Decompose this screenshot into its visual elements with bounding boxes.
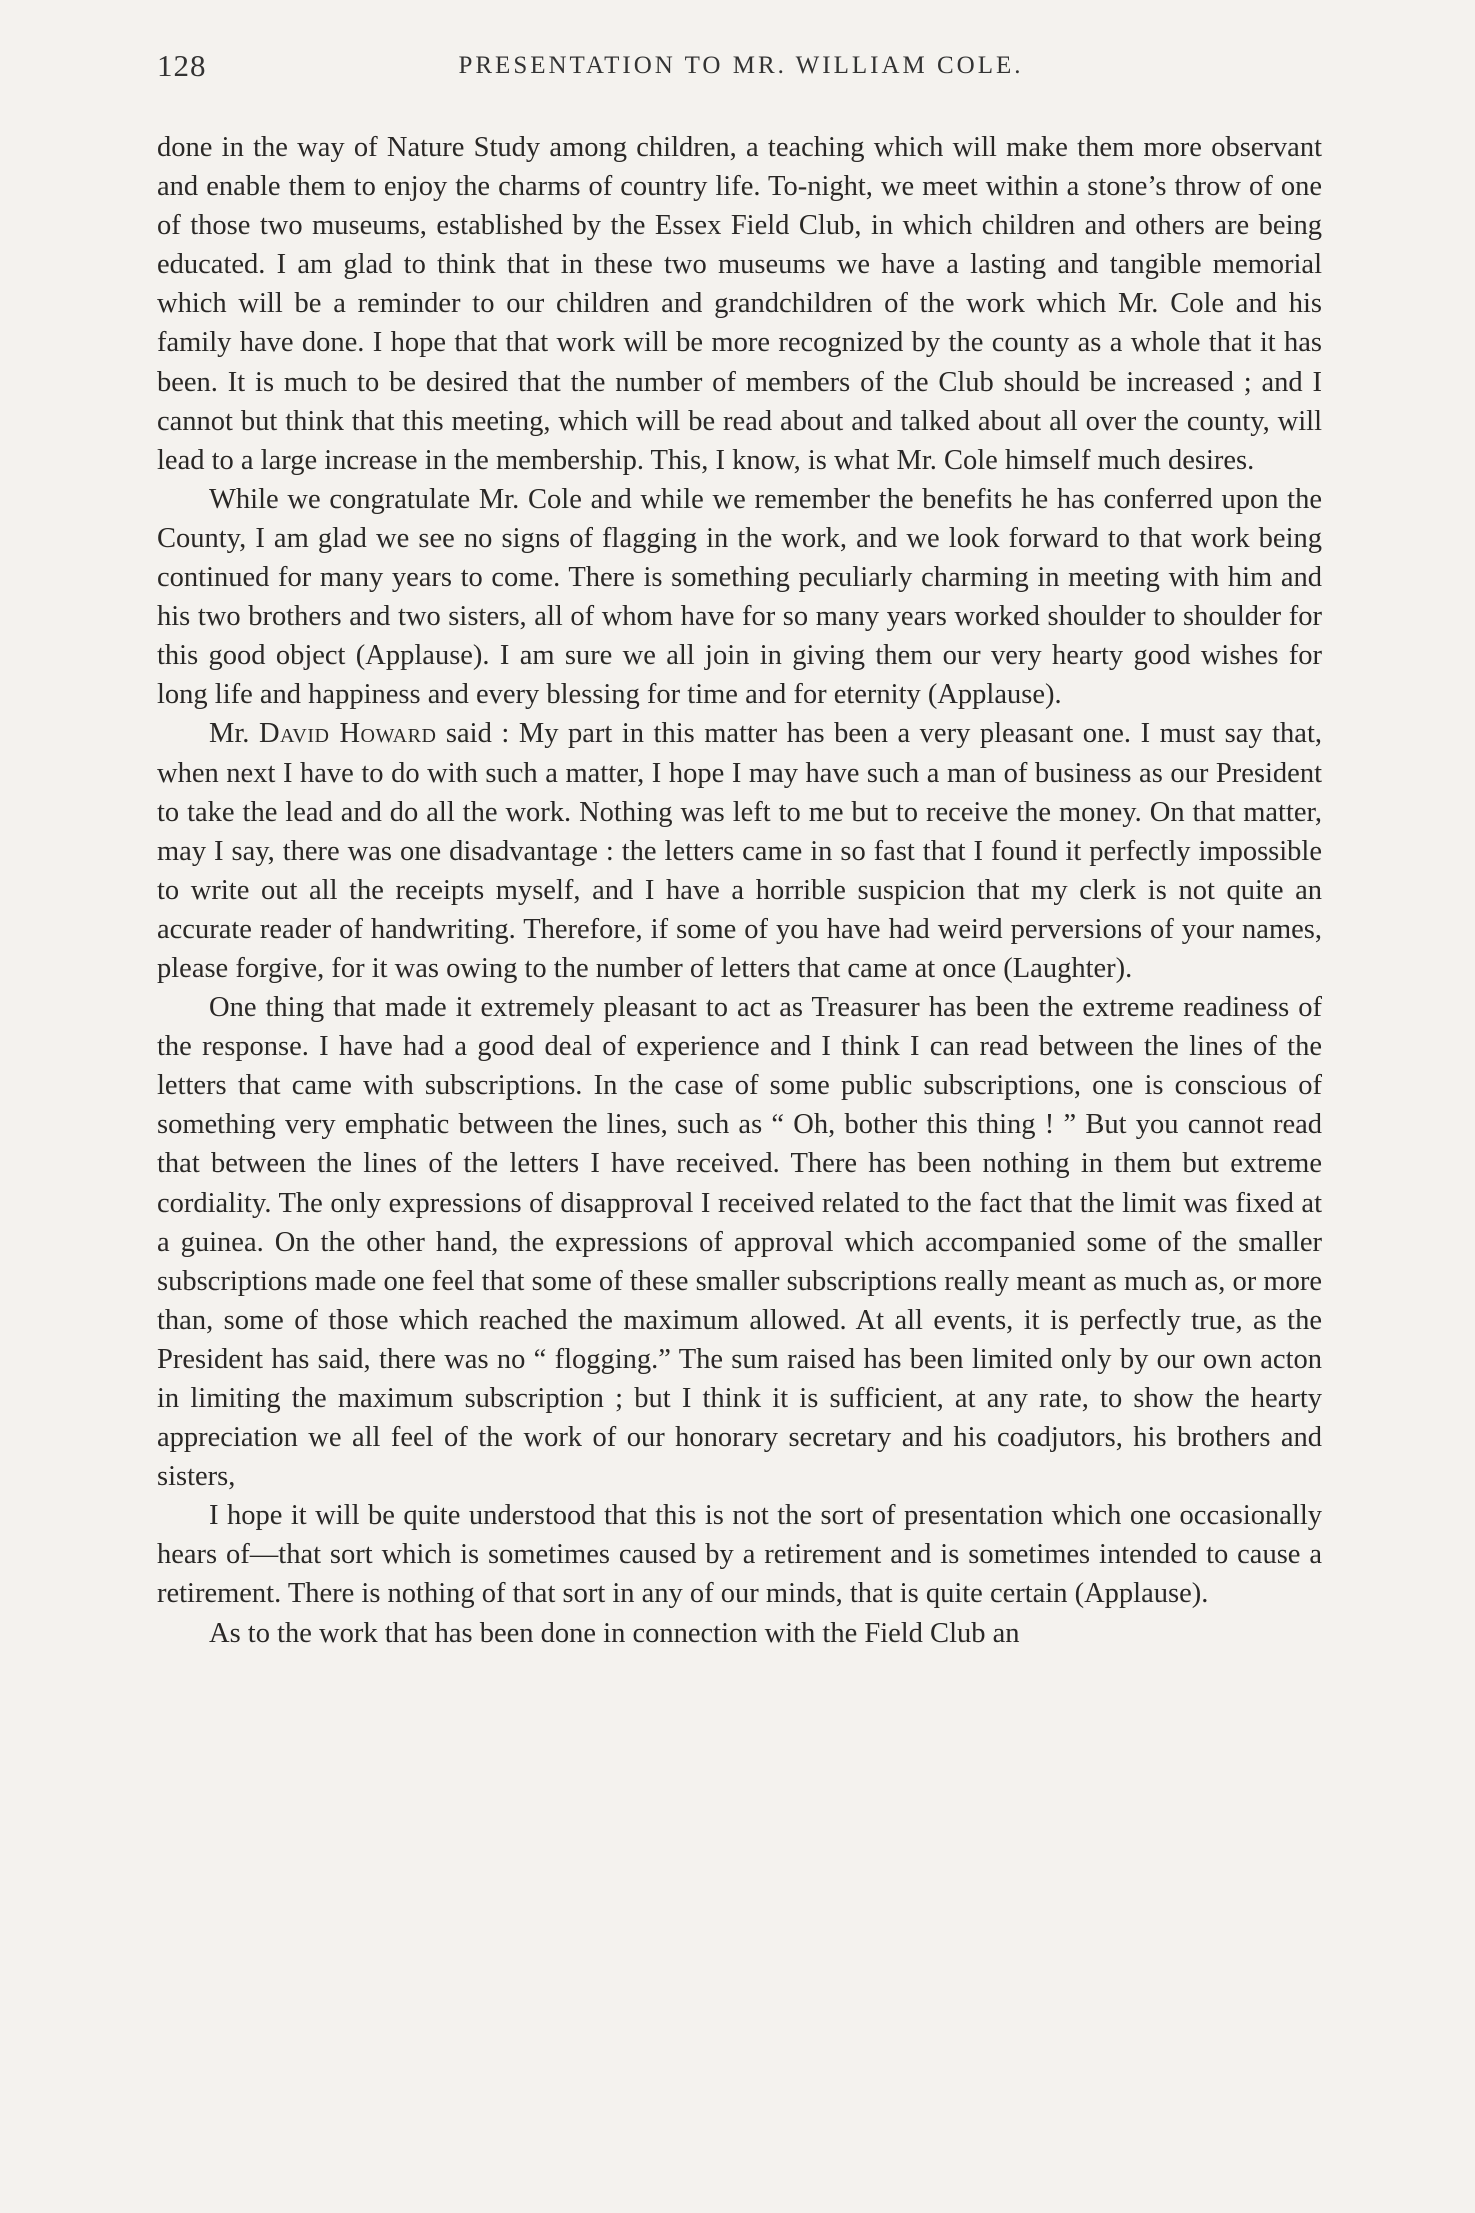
speaker-prefix: Mr.: [209, 718, 259, 750]
body-text: [157, 128, 1322, 1653]
running-head: PRESENTATION TO MR. WILLIAM COLE.: [458, 52, 1024, 79]
paragraph-david-howard-speech: [157, 714, 1322, 988]
speech-text: said : My part in this matter has been a very pleasant one. I must say that, when next I have to do with such a matter, I hope I may have such a man of business as our President to take the lead and do all the work. Nothing was left to me but to receive the money. On that matter, may I say, there was one disadvantage : the letters came in so fast that I found it perfectly impossible to write out all the receipts myself, and I have a horrible suspicion that my clerk is not quite an accurate reader of handwriting. Therefore, if some of you have had weird perversions of your names, please forgive, for it was owing to the number of letters that came at once (Laughter).: [157, 718, 1322, 984]
paragraph-presentation: I hope it will be quite understood that this is not the sort of presentation which one occasionally hears of—that sort which is sometimes caused by a retirement and is sometimes intended to cause a retirement. There is nothing of that sort in any of our minds, that is quite certain (Applause).: [157, 1500, 1322, 1610]
paragraph-continuation: done in the way of Nature Study among children, a teaching which will make them more observant and enable them to enjoy the charms of country life. To-night, we meet within a stone’s throw of one of those two museums, established by the Essex Field Club, in which children and others are being educated. I am glad to think that in these two museums we have a lasting and tangible memorial which will be a reminder to our children and grandchildren of the work which Mr. Cole and his family have done. I hope that that work will be more recognized by the county as a whole that it has been. It is much to be desired that the number of members of the Club should be increased ; and I cannot but think that this meeting, which will be read about and talked about all over the county, will lead to a large increase in the membership. This, I know, is what Mr. Cole himself much desires.: [157, 132, 1322, 476]
page-header: [157, 48, 1325, 88]
paragraph-treasurer: One thing that made it extremely pleasant to act as Treasurer has been the extreme readiness of the response. I have had a good deal of experience and I think I can read between the lines of the letters that came with subscriptions. In the case of some public subscriptions, one is conscious of something very emphatic between the lines, such as “ Oh, bother this thing ! ” But you cannot read that between the lines of the letters I have received. There has been nothing in them but extreme cordiality. The only expressions of disapproval I received related to the fact that the limit was fixed at a guinea. On the other hand, the expressions of approval which accompanied some of the smaller subscriptions made one feel that some of these smaller subscriptions really meant as much as, or more than, some of those which reached the maximum allowed. At all events, it is perfectly true, as the President has said, there was no “ flogging.” The sum raised has been limited only by our own acton in limiting the maximum subscription ; but I think it is sufficient, at any rate, to show the hearty appreciation we all feel of the work of our honorary secretary and his coadjutors, his brothers and sisters,: [157, 992, 1322, 1493]
paragraph-congratulations: While we congratulate Mr. Cole and while we remember the benefits he has conferred upon the County, I am glad we see no signs of flagging in the work, and we look forward to that work being continued for many years to come. There is something peculiarly charming in meeting with him and his two brothers and two sisters, all of whom have for so many years worked shoulder to shoulder for this good object (Applause). I am sure we all join in giving them our very hearty good wishes for long life and happiness and every blessing for time and for eternity (Applause).: [157, 483, 1322, 711]
paragraph-field-club-work: As to the work that has been done in connection with the Field Club an: [209, 1617, 1020, 1649]
page-number: 128: [157, 48, 207, 83]
speaker-name: David Howard: [258, 718, 437, 750]
